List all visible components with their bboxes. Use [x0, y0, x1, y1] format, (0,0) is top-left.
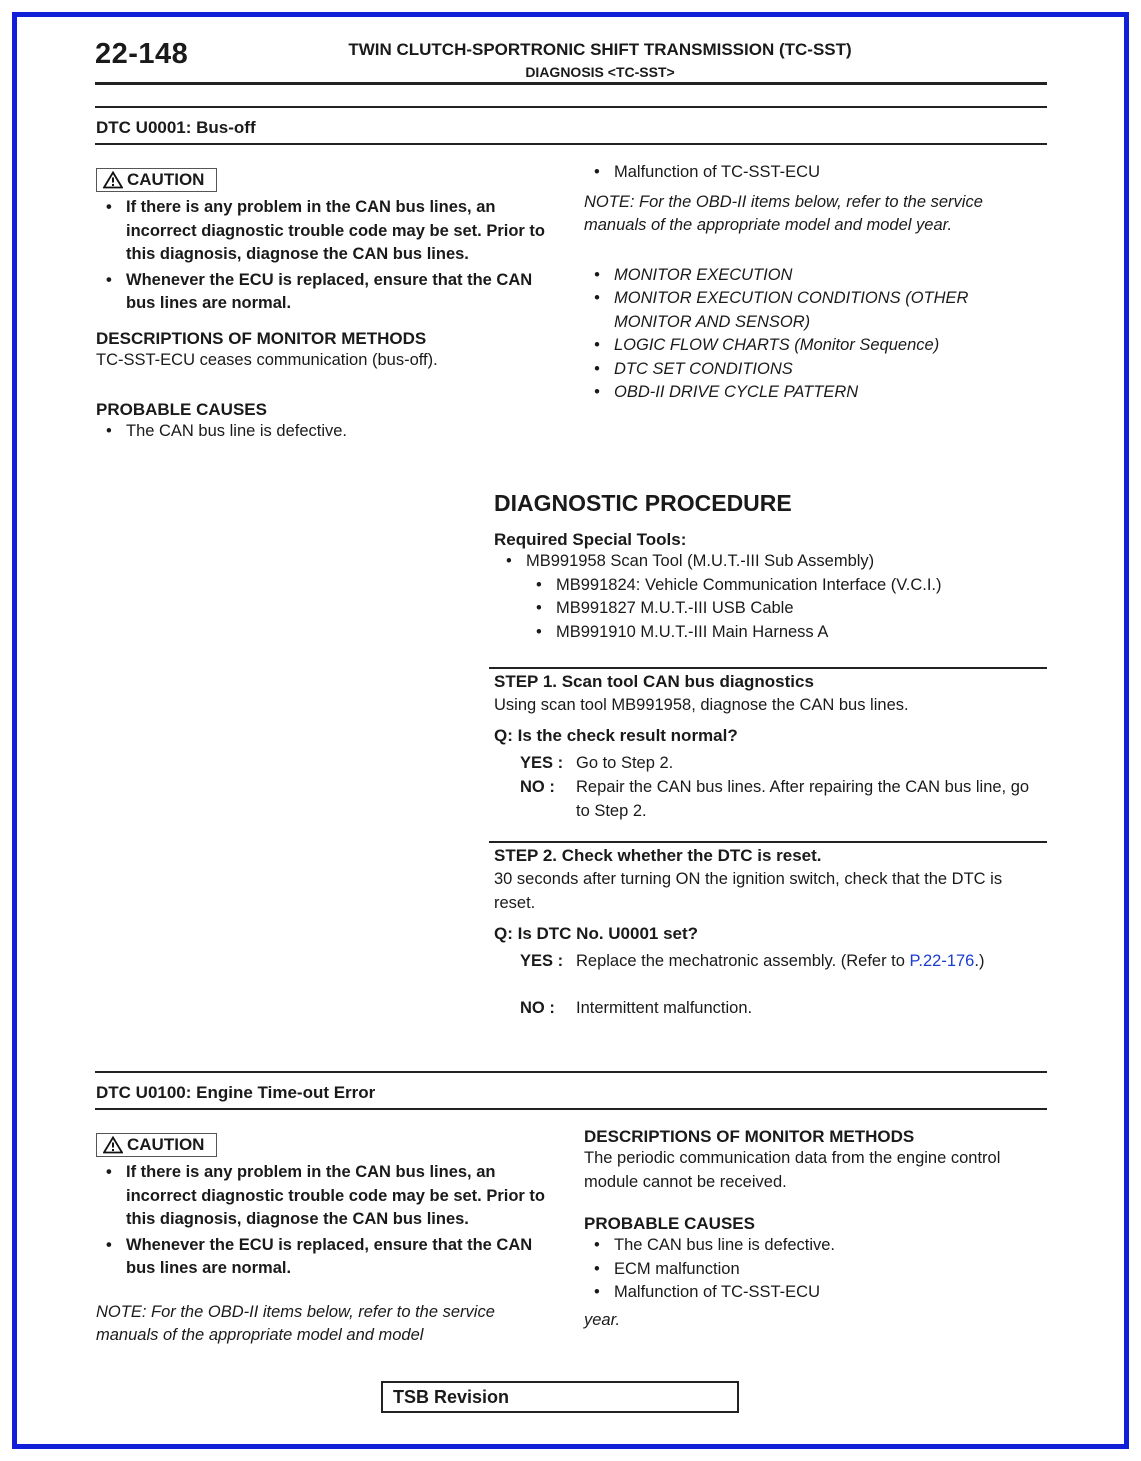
- yes-text: Go to Step 2.: [576, 754, 674, 772]
- step2-question: Q: Is DTC No. U0001 set?: [494, 924, 699, 943]
- no-label: NO :: [520, 778, 555, 796]
- step2-no: [520, 997, 1046, 1021]
- no-text: Intermittent malfunction.: [576, 999, 753, 1017]
- tools-heading: Required Special Tools:: [494, 530, 687, 549]
- cause-item: • ECM malfunction: [584, 1258, 1046, 1282]
- monitor-heading: DESCRIPTIONS OF MONITOR METHODS: [96, 328, 427, 348]
- dtc2-title: DTC U0100: Engine Time-out Error: [96, 1083, 376, 1102]
- causes-heading: PROBABLE CAUSES: [96, 400, 267, 419]
- step1-heading: STEP 1. Scan tool CAN bus diagnostics: [494, 672, 814, 691]
- obd-item: • MONITOR EXECUTION: [584, 264, 1046, 288]
- section-divider: [95, 1108, 1047, 1110]
- obd-item: • MONITOR EXECUTION CONDITIONS (OTHER MONITOR AND SENSOR): [584, 287, 1046, 334]
- cause-item: • Malfunction of TC-SST-ECU: [584, 161, 1046, 185]
- yes-text-main: Replace the mechatronic assembly. (Refer to: [576, 952, 910, 970]
- procedure-heading: DIAGNOSTIC PROCEDURE: [494, 490, 792, 516]
- step-divider: [489, 667, 1047, 669]
- tool-subitem: • MB991827 M.U.T.-III USB Cable: [526, 597, 1046, 621]
- section-divider: [95, 106, 1047, 108]
- dtc1-right-column: [584, 161, 1046, 405]
- cause-item: • The CAN bus line is defective.: [584, 1234, 1046, 1258]
- section-divider: [95, 143, 1047, 145]
- cause-item: • The CAN bus line is defective.: [96, 420, 566, 444]
- dtc2-left-column: [96, 1133, 566, 1348]
- tool-item: • MB991958 Scan Tool (M.U.T.-III Sub Assembly): [496, 550, 1046, 574]
- tsb-revision-box: TSB Revision: [381, 1381, 739, 1413]
- caution-list: [96, 1161, 566, 1281]
- obd-item: • OBD-II DRIVE CYCLE PATTERN: [584, 381, 1046, 405]
- caution-box: [96, 1133, 217, 1157]
- obd-items: [584, 264, 1046, 405]
- dtc2-right-column: [584, 1127, 1046, 1332]
- caution-item: • Whenever the ECU is replaced, ensure that the CAN bus lines are normal.: [96, 1234, 566, 1281]
- step1-yes: [520, 752, 1046, 776]
- dtc1-title: DTC U0001: Bus-off: [96, 118, 256, 137]
- step2-heading: STEP 2. Check whether the DTC is reset.: [494, 846, 822, 865]
- obd-item: • DTC SET CONDITIONS: [584, 358, 1046, 382]
- yes-text: [576, 950, 1041, 974]
- obd-note: NOTE: For the OBD-II items below, refer to the service manuals of the appropriate model and model: [96, 1302, 495, 1344]
- yes-label: YES :: [520, 952, 564, 970]
- causes-list: [584, 1234, 1046, 1305]
- caution-label: CAUTION: [127, 170, 205, 189]
- cause-item: • Malfunction of TC-SST-ECU: [584, 1281, 1046, 1305]
- step-divider: [489, 841, 1047, 843]
- caution-label: CAUTION: [127, 1135, 205, 1154]
- tools-sublist: [526, 574, 1046, 645]
- step2-yes: [520, 950, 1046, 998]
- no-label: NO :: [520, 999, 555, 1017]
- causes-heading: PROBABLE CAUSES: [584, 1214, 755, 1233]
- step1-question: Q: Is the check result normal?: [494, 726, 738, 745]
- causes-list-continued: [584, 161, 1046, 185]
- step1-text: Using scan tool MB991958, diagnose the CAN bus lines.: [494, 696, 909, 714]
- tool-subitem: • MB991910 M.U.T.-III Main Harness A: [526, 621, 1046, 645]
- caution-item: • If there is any problem in the CAN bus lines, an incorrect diagnostic trouble code may be set. Prior to this diagnosis, diagnose the CAN bus lines.: [96, 1161, 566, 1232]
- page-number: 22-148: [95, 38, 189, 70]
- monitor-text: TC-SST-ECU ceases communication (bus-off).: [96, 350, 438, 369]
- caution-list: [96, 196, 566, 316]
- yes-text-tail: .): [974, 952, 985, 970]
- tool-subitem: • MB991824: Vehicle Communication Interface (V.C.I.): [526, 574, 1046, 598]
- obd-item: • LOGIC FLOW CHARTS (Monitor Sequence): [584, 334, 1046, 358]
- monitor-text: The periodic communication data from the engine control module cannot be received.: [584, 1149, 1001, 1191]
- caution-box: [96, 168, 217, 192]
- obd-note: NOTE: For the OBD-II items below, refer to the service manuals of the appropriate model and model year.: [584, 192, 983, 234]
- yes-label: YES :: [520, 754, 564, 772]
- step1-no: [520, 776, 1046, 824]
- manual-title: TWIN CLUTCH-SPORTRONIC SHIFT TRANSMISSION (TC-SST): [348, 40, 852, 59]
- section-divider: [95, 1071, 1047, 1073]
- monitor-heading: DESCRIPTIONS OF MONITOR METHODS: [584, 1127, 915, 1146]
- warning-triangle-icon: [103, 171, 123, 189]
- manual-subtitle: DIAGNOSIS <TC-SST>: [525, 64, 675, 80]
- header-divider: [95, 82, 1047, 85]
- special-tools: [494, 530, 1046, 644]
- caution-item: • Whenever the ECU is replaced, ensure that the CAN bus lines are normal.: [96, 269, 566, 316]
- step2-text: 30 seconds after turning ON the ignition switch, check that the DTC is reset.: [494, 870, 1003, 912]
- page-reference-link[interactable]: P.22-176: [909, 952, 975, 970]
- no-text: Repair the CAN bus lines. After repairing the CAN bus line, go to Step 2.: [576, 778, 1030, 820]
- warning-triangle-icon: [103, 1136, 123, 1154]
- tools-list: [496, 550, 1046, 574]
- causes-list: [96, 420, 566, 444]
- caution-item: • If there is any problem in the CAN bus lines, an incorrect diagnostic trouble code may be set. Prior to this diagnosis, diagnose the CAN bus lines.: [96, 196, 566, 267]
- dtc1-left-column: [96, 168, 566, 444]
- obd-note-continued: year.: [584, 1310, 621, 1329]
